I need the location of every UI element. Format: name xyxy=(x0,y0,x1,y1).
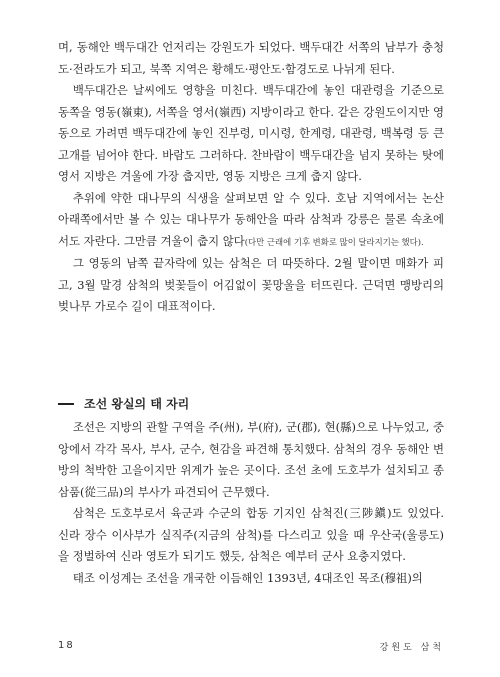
paragraph-1: 며, 동해안 백두대간 언저리는 강원도가 되었다. 백두대간 서쪽의 남부가 충청도·전라도가 되고, 북쪽 지역은 황해도·평안도·함경도로 나뉘게 된다. xyxy=(58,40,444,76)
running-title: 강원도 삼척 xyxy=(379,643,444,653)
paragraph-2: 백두대간은 날씨에도 영향을 미친다. 백두대간에 놓인 대관령을 기준으로 동쪽을 영동(嶺東), 서쪽을 영서(嶺西) 지방이라고 한다. 같은 강원도이지만 영동으로 가려면 백두대간에 놓인 진부령, 미시령, 한계령, 대관령, 백복령 등 큰 고개를 넘어야 한다. 바람도 그러하다. 찬바람이 백두대간을 넘지 못하는 탓에 영서 지방은 겨울에 가장 춥지만, 영동 지방은 크게 춥지 않다. xyxy=(58,83,444,183)
section-heading-text: 조선 왕실의 태 자리 xyxy=(84,397,190,411)
paragraph-4: 그 영동의 남쪽 끝자락에 있는 삼척은 더 따뜻하다. 2월 말이면 매화가 피고, 3월 말경 삼척의 벚꽃들이 어김없이 꽃망울을 터뜨린다. 근덕면 맹방리의 벚나무 가로수 길이 대표적이다. xyxy=(58,256,444,313)
paragraph-3 xyxy=(58,188,444,254)
heading-bar xyxy=(58,403,74,405)
body-text-top xyxy=(58,37,444,318)
section-heading xyxy=(58,395,444,412)
bamboo-note: (다만 근래에 기후 변화로 많이 달라지기는 했다). xyxy=(244,236,424,247)
body-text-bottom xyxy=(58,417,444,589)
paragraph-6: 삼척은 도호부로서 육군과 수군의 합동 기지인 삼척진(三陟鎭)도 있었다. 신라 장수 이사부가 실직주(지금의 삼척)를 다스리고 있을 때 우산국(울릉도)을 정벌하여 신라 영토가 되기도 했듯, 삼척은 예부터 군사 요충지였다. xyxy=(58,506,444,563)
paragraph-7: 태조 이성계는 조선을 개국한 이듬해인 1393년, 4대조인 목조(穆祖)의 xyxy=(72,570,423,585)
paragraph-5: 조선은 지방의 관할 구역을 주(州), 부(府), 군(郡), 현(縣)으로 나누었고, 중앙에서 각각 목사, 부사, 군수, 현감을 파견해 통치했다. 삼척의 경우 동해안 변방의 척박한 고을이지만 위계가 높은 곳이다. 조선 초에 도호부가 설치되고 종삼품(從三品)의 부사가 파견되어 근무했다. xyxy=(58,420,444,499)
page-number: 18 xyxy=(58,640,75,651)
paragraph-3-text: 추위에 약한 대나무의 식생을 살펴보면 알 수 있다. 호남 지역에서는 논산 아래쪽에서만 볼 수 있는 대나무가 동해안을 따라 삼척과 강릉은 물론 속초에서도 자란다. 그만큼 겨울이 춥지 않다 xyxy=(58,190,444,248)
